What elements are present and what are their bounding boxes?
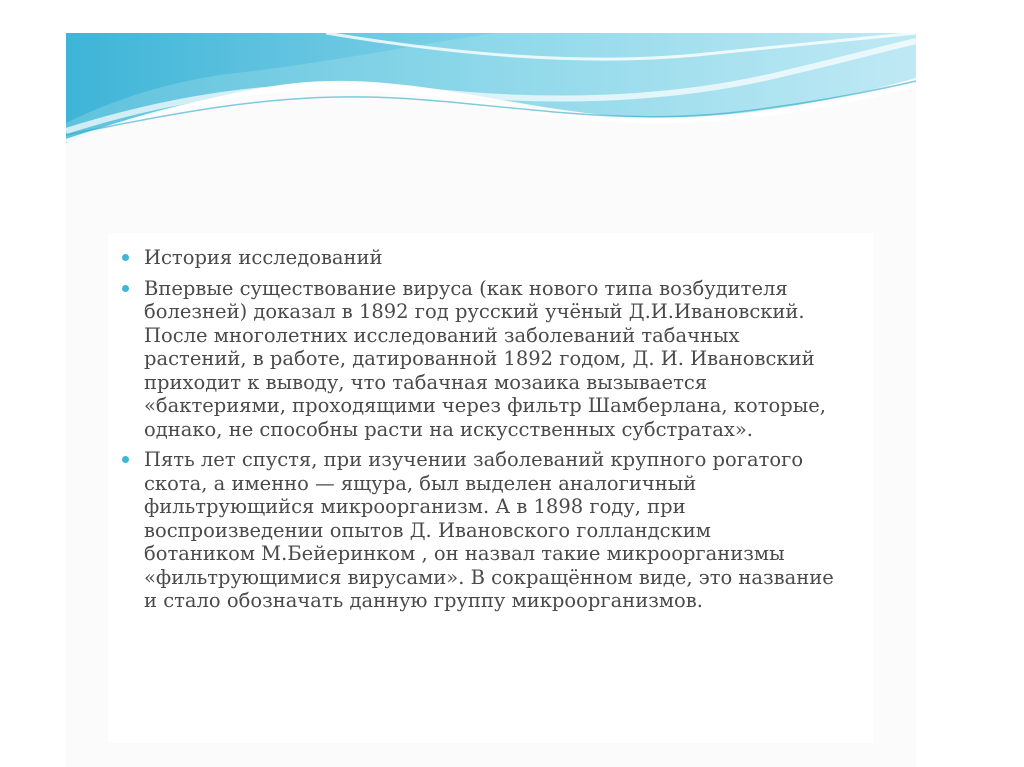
- bullet-text: [144, 448, 870, 613]
- text-line: болезней) доказал в 1892 год русский учёный Д.И.Ивановский.: [144, 300, 805, 323]
- text-line: и стало обозначать данную группу микроорганизмов.: [144, 589, 703, 612]
- text-line: Впервые существование вируса (как нового типа возбудителя: [144, 276, 788, 300]
- bullet-item: [120, 277, 870, 442]
- bullet-item: [120, 246, 870, 270]
- text-line: История исследований: [144, 246, 383, 269]
- text-line: фильтрующийся микроорганизм. А в 1898 году, при: [144, 495, 686, 518]
- text-line: однако, не способны расти на искусственных субстратах».: [144, 417, 753, 441]
- bullet-dot-icon: [122, 456, 129, 463]
- bullet-text: [144, 277, 870, 442]
- bullet-item: [120, 448, 870, 613]
- bullet-text: [144, 246, 870, 270]
- wave-banner: [66, 33, 916, 153]
- text-line: скота, а именно — ящура, был выделен аналогичный: [144, 471, 697, 495]
- bullet-list: [120, 246, 870, 620]
- text-line: приходит к выводу, что табачная мозаика вызывается: [144, 370, 708, 394]
- bullet-dot-icon: [122, 254, 129, 261]
- text-line: Пять лет спустя, при изучении заболеваний крупного рогатого: [144, 448, 804, 471]
- text-line: растений, в работе, датированной 1892 годом, Д. И. Ивановский: [144, 347, 815, 370]
- bullet-dot-icon: [122, 285, 129, 292]
- text-line: ботаником М.Бейеринком , он назвал такие микроорганизмы: [144, 542, 785, 565]
- text-line: «бактериями, проходящими через фильтр Шамберлана, которые,: [144, 394, 826, 417]
- text-line: После многолетних исследований заболеваний табачных: [144, 323, 740, 347]
- text-line: воспроизведении опытов Д. Ивановского голландским: [144, 518, 711, 542]
- text-line: «фильтрующимися вирусами». В сокращённом виде, это название: [144, 565, 834, 589]
